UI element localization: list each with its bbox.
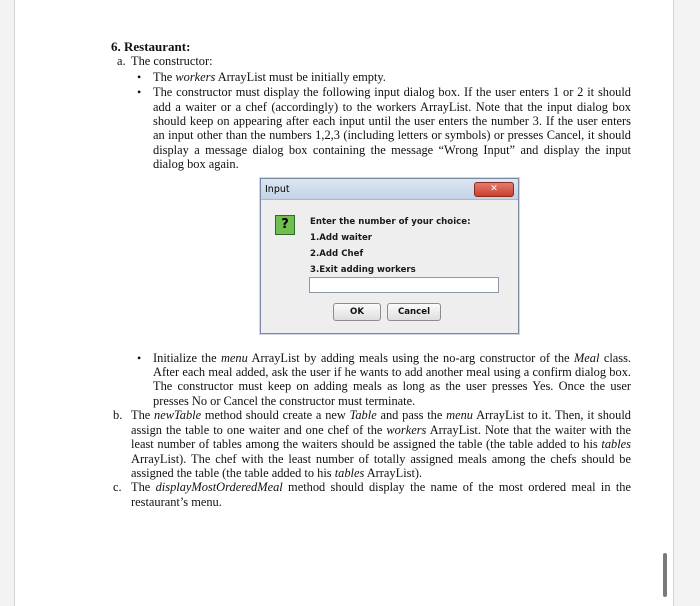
text-run: ArrayList must be initially empty.: [215, 69, 386, 84]
text-run: ArrayList by adding meals using the no-arg constructor of the: [247, 350, 574, 365]
text-run: ArrayList). The chef with the least number of totally assigned meals among the chefs should be assigned the table (the table added to his: [131, 451, 631, 480]
text-run-italic: tables: [334, 465, 365, 480]
item-a: [111, 54, 631, 68]
text-run-italic: displayMostOrderedMeal: [155, 480, 283, 495]
bullet-icon: •: [137, 350, 142, 365]
dialog-titlebar: [261, 179, 518, 200]
bullet-text: The constructor must display the following input dialog box. If the user enters 1 or 2 it should add a waiter or a chef (accordingly) to the workers ArrayList. Note that the input dialog box should keep on appearing after each input until the user enters the number 3. If the user enters an input other than the numbers 1,2,3 (including letters or symbols) or presses Cancel, it should display a message dialog box containing the message “Wrong Input” and display the input dialog box again.: [153, 85, 631, 172]
choice-input[interactable]: [309, 277, 499, 293]
text-run: and pass the: [376, 408, 447, 423]
text-run: The: [131, 480, 156, 495]
dialog-title: Input: [265, 183, 290, 195]
text-run: ArrayList. Note that the waiter with the least number of tables among the waiters should be assigned the table (the table added to his: [131, 422, 631, 452]
bullet-icon: •: [137, 85, 142, 100]
text-run-italic: tables: [601, 437, 631, 452]
text-run: ArrayList).: [364, 465, 423, 480]
section-heading: 6. Restaurant:: [111, 39, 191, 54]
text-run: The: [131, 408, 155, 423]
text-run: ArrayList to it. Then, it should assign the table to one waiter and one chef of the: [131, 408, 631, 437]
item-b-label: b.: [113, 408, 123, 423]
close-icon[interactable]: ✕: [474, 182, 514, 197]
ok-button[interactable]: OK: [333, 303, 381, 321]
item-c: [111, 480, 631, 509]
bullet-icon: •: [137, 69, 142, 84]
dialog-figure: [111, 172, 631, 350]
dialog-line: 3.Exit adding workers: [310, 264, 416, 275]
text-run: Initialize the: [153, 350, 221, 365]
item-a-text: The constructor:: [131, 54, 213, 69]
item-b: [111, 408, 631, 480]
text-run-italic: Meal: [573, 350, 600, 365]
text-run-italic: newTable: [154, 408, 202, 423]
item-c-label: c.: [113, 480, 122, 495]
text-run-italic: workers: [175, 69, 216, 84]
text-run-italic: workers: [386, 422, 427, 437]
bullet-workers-empty: [111, 70, 631, 84]
question-icon: ?: [275, 215, 295, 235]
text-run-italic: Table: [349, 408, 377, 423]
text-run-italic: menu: [220, 350, 248, 365]
text-run: class. After each meal added, ask the user if he wants to add another meal using a confirm dialog box. The constructor must keep on adding meals as long as the user presses Yes. Once the user presses No or Cancel the constructor must terminate.: [153, 350, 631, 408]
dialog-message: [310, 214, 471, 278]
text-run: method should display the name of the most ordered meal in the restaurant’s menu.: [131, 480, 631, 509]
item-a-label: a.: [117, 54, 126, 69]
text-run-italic: menu: [446, 408, 473, 423]
dialog-line: 2.Add Chef: [310, 248, 364, 259]
bullet-constructor-dialog: [111, 85, 631, 171]
document-page: [14, 0, 674, 606]
text-run: The: [153, 69, 176, 84]
bullet-menu-init: [111, 351, 631, 409]
dialog-line: 1.Add waiter: [310, 232, 373, 243]
document-content: [111, 40, 631, 509]
vertical-scrollbar[interactable]: [663, 553, 667, 597]
text-run: method should create a new: [201, 408, 350, 423]
input-dialog: [260, 178, 519, 334]
cancel-button[interactable]: Cancel: [387, 303, 441, 321]
dialog-line: Enter the number of your choice:: [310, 216, 471, 227]
